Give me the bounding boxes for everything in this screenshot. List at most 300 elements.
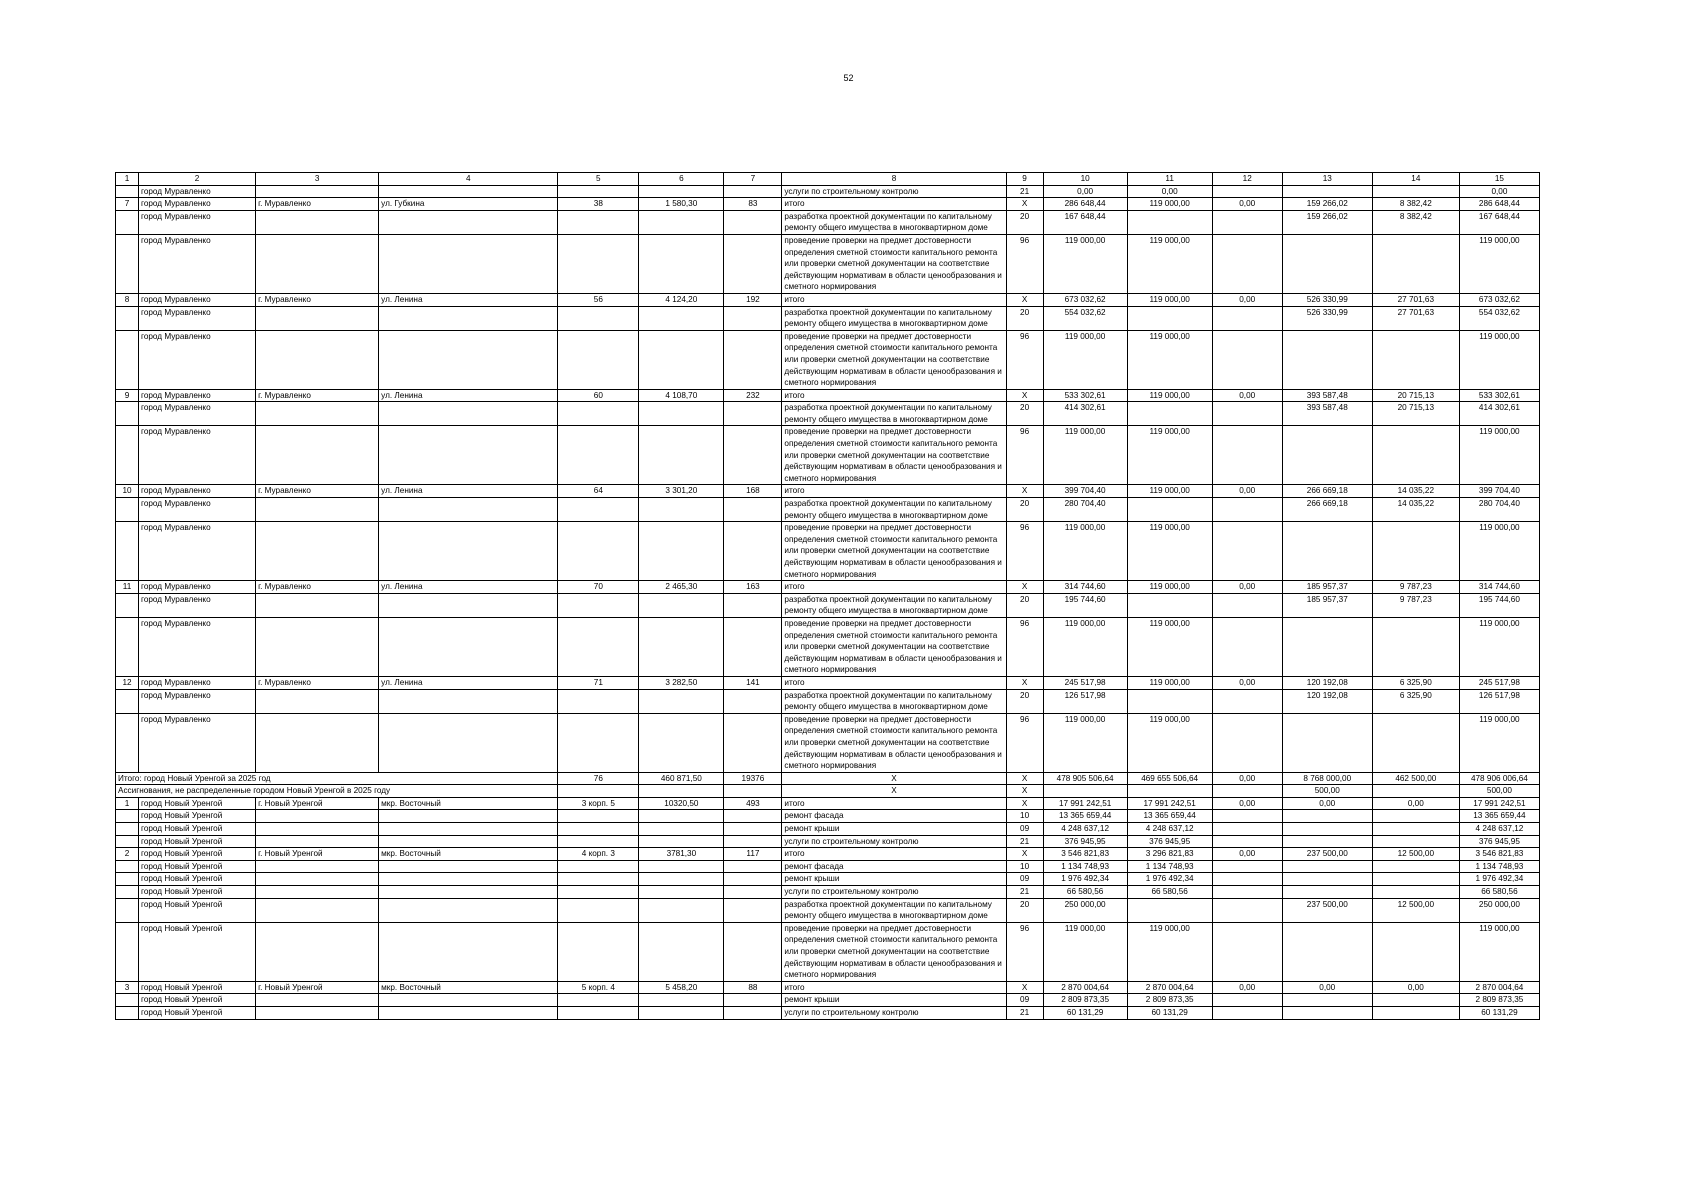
- row-number-cell: [116, 873, 139, 886]
- budget-cell: 0,00: [1212, 198, 1282, 211]
- total-cost-cell: 4 248 637,12: [1043, 823, 1127, 836]
- table-row: [116, 485, 1540, 498]
- budget-cell: [1212, 522, 1282, 581]
- work-code-cell: 20: [1006, 306, 1043, 330]
- summary-label: Ассигнования, не распределенные городом Новый Уренгой в 2025 году: [116, 785, 558, 798]
- people-cell: 192: [724, 293, 782, 306]
- table-row: [116, 617, 1540, 676]
- city-cell: [256, 617, 379, 676]
- house-cell: [558, 234, 639, 293]
- other-fund-cell: 8 382,42: [1372, 210, 1459, 234]
- sum-cell: 1 976 492,34: [1459, 873, 1539, 886]
- work-cell: услуги по строительному контролю: [782, 1006, 1006, 1019]
- city-cell: г. Новый Уренгой: [256, 848, 379, 861]
- table-row: [116, 593, 1540, 617]
- city-cell: [256, 402, 379, 426]
- owners-fund-cell: [1282, 1006, 1372, 1019]
- work-cell: ремонт крыши: [782, 823, 1006, 836]
- budget-cell: [1212, 330, 1282, 389]
- budget-cell: [1212, 922, 1282, 981]
- work-cell: ремонт фасада: [782, 810, 1006, 823]
- street-cell: мкр. Восточный: [379, 981, 558, 994]
- area-cell: 4 124,20: [639, 293, 724, 306]
- street-cell: [379, 306, 558, 330]
- work-cell: проведение проверки на предмет достоверности определения сметной стоимости капитального ремонта или проверки сметной документации на соответствие действующим нормативам в области ценообразования и сметного нормирования: [782, 922, 1006, 981]
- total-cost-cell: 167 648,44: [1043, 210, 1127, 234]
- work-cell: разработка проектной документации по капитальному ремонту общего имущества в многоквартирном доме: [782, 402, 1006, 426]
- summary-row: [116, 785, 1540, 798]
- work-cell: итого: [782, 389, 1006, 402]
- other-fund-cell: 9 787,23: [1372, 593, 1459, 617]
- house-cell: [558, 994, 639, 1007]
- owners-fund-cell: 266 669,18: [1282, 485, 1372, 498]
- total-cost-cell: 286 648,44: [1043, 198, 1127, 211]
- table-row: [116, 198, 1540, 211]
- total-cost-cell: 119 000,00: [1043, 234, 1127, 293]
- work-cell: ремонт фасада: [782, 860, 1006, 873]
- street-cell: [379, 1006, 558, 1019]
- owners-fund-cell: [1282, 617, 1372, 676]
- row-number-cell: [116, 835, 139, 848]
- work-cell: проведение проверки на предмет достоверности определения сметной стоимости капитального ремонта или проверки сметной документации на соответствие действующим нормативам в области ценообразования и сметного нормирования: [782, 713, 1006, 772]
- regional-fund-cell: 119 000,00: [1127, 198, 1212, 211]
- house-cell: [558, 498, 639, 522]
- work-code-cell: X: [1006, 772, 1043, 785]
- owners-fund-cell: 8 768 000,00: [1282, 772, 1372, 785]
- table-row: [116, 185, 1540, 198]
- municipality-cell: город Новый Уренгой: [139, 860, 256, 873]
- row-number-cell: [116, 1006, 139, 1019]
- owners-fund-cell: 237 500,00: [1282, 848, 1372, 861]
- budget-cell: 0,00: [1212, 848, 1282, 861]
- total-cost-cell: 533 302,61: [1043, 389, 1127, 402]
- sum-cell: 280 704,40: [1459, 498, 1539, 522]
- work-code-cell: 21: [1006, 886, 1043, 899]
- other-fund-cell: 6 325,90: [1372, 676, 1459, 689]
- city-cell: [256, 810, 379, 823]
- house-cell: [558, 306, 639, 330]
- budget-cell: [1212, 873, 1282, 886]
- work-code-cell: 09: [1006, 994, 1043, 1007]
- table-row: [116, 689, 1540, 713]
- work-cell: ремонт крыши: [782, 994, 1006, 1007]
- street-cell: [379, 994, 558, 1007]
- other-fund-cell: 0,00: [1372, 797, 1459, 810]
- row-number-cell: [116, 234, 139, 293]
- column-header: 5: [558, 173, 639, 186]
- other-fund-cell: [1372, 873, 1459, 886]
- people-cell: [724, 330, 782, 389]
- street-cell: [379, 402, 558, 426]
- municipality-cell: город Муравленко: [139, 293, 256, 306]
- city-cell: [256, 994, 379, 1007]
- regional-fund-cell: 119 000,00: [1127, 713, 1212, 772]
- area-cell: [639, 860, 724, 873]
- row-number-cell: [116, 402, 139, 426]
- area-cell: [639, 994, 724, 1007]
- street-cell: [379, 898, 558, 922]
- owners-fund-cell: [1282, 426, 1372, 485]
- row-number-cell: [116, 330, 139, 389]
- regional-fund-cell: 119 000,00: [1127, 389, 1212, 402]
- table-row: [116, 848, 1540, 861]
- table-row: [116, 522, 1540, 581]
- row-number-cell: [116, 593, 139, 617]
- owners-fund-cell: 237 500,00: [1282, 898, 1372, 922]
- total-cost-cell: 399 704,40: [1043, 485, 1127, 498]
- row-number-cell: [116, 823, 139, 836]
- work-cell: итого: [782, 797, 1006, 810]
- municipality-cell: город Новый Уренгой: [139, 835, 256, 848]
- owners-fund-cell: [1282, 860, 1372, 873]
- work-code-cell: 20: [1006, 210, 1043, 234]
- work-code-cell: 96: [1006, 426, 1043, 485]
- other-fund-cell: 462 500,00: [1372, 772, 1459, 785]
- total-cost-cell: 119 000,00: [1043, 330, 1127, 389]
- table-row: [116, 823, 1540, 836]
- street-cell: [379, 185, 558, 198]
- budget-cell: [1212, 713, 1282, 772]
- owners-fund-cell: [1282, 234, 1372, 293]
- municipality-cell: город Муравленко: [139, 581, 256, 594]
- work-code-cell: 96: [1006, 713, 1043, 772]
- total-cost-cell: 66 580,56: [1043, 886, 1127, 899]
- sum-cell: 126 517,98: [1459, 689, 1539, 713]
- other-fund-cell: 12 500,00: [1372, 848, 1459, 861]
- owners-fund-cell: [1282, 886, 1372, 899]
- other-fund-cell: 27 701,63: [1372, 293, 1459, 306]
- area-cell: [639, 210, 724, 234]
- house-cell: [558, 689, 639, 713]
- sum-cell: 399 704,40: [1459, 485, 1539, 498]
- row-number-cell: 9: [116, 389, 139, 402]
- owners-fund-cell: 159 266,02: [1282, 210, 1372, 234]
- sum-cell: 119 000,00: [1459, 522, 1539, 581]
- row-number-cell: [116, 306, 139, 330]
- budget-cell: [1212, 402, 1282, 426]
- row-number-cell: [116, 426, 139, 485]
- work-cell: итого: [782, 676, 1006, 689]
- row-number-cell: [116, 810, 139, 823]
- municipality-cell: город Новый Уренгой: [139, 981, 256, 994]
- people-cell: 232: [724, 389, 782, 402]
- regional-fund-cell: [1127, 210, 1212, 234]
- sum-cell: 414 302,61: [1459, 402, 1539, 426]
- table-row: [116, 426, 1540, 485]
- budget-cell: 0,00: [1212, 485, 1282, 498]
- total-cost-cell: 195 744,60: [1043, 593, 1127, 617]
- regional-fund-cell: 13 365 659,44: [1127, 810, 1212, 823]
- municipality-cell: город Муравленко: [139, 210, 256, 234]
- other-fund-cell: 20 715,13: [1372, 389, 1459, 402]
- total-cost-cell: [1043, 785, 1127, 798]
- owners-fund-cell: 266 669,18: [1282, 498, 1372, 522]
- budget-cell: 0,00: [1212, 981, 1282, 994]
- house-cell: [558, 898, 639, 922]
- work-code-cell: 10: [1006, 860, 1043, 873]
- table-row: [116, 981, 1540, 994]
- column-header: 3: [256, 173, 379, 186]
- municipality-cell: город Муравленко: [139, 713, 256, 772]
- house-cell: [558, 835, 639, 848]
- municipality-cell: город Муравленко: [139, 234, 256, 293]
- city-cell: [256, 498, 379, 522]
- city-cell: [256, 234, 379, 293]
- city-cell: [256, 306, 379, 330]
- owners-fund-cell: 393 587,48: [1282, 402, 1372, 426]
- work-cell: итого: [782, 293, 1006, 306]
- sum-cell: 314 744,60: [1459, 581, 1539, 594]
- regional-fund-cell: [1127, 498, 1212, 522]
- people-cell: [724, 234, 782, 293]
- total-cost-cell: 60 131,29: [1043, 1006, 1127, 1019]
- city-cell: г. Муравленко: [256, 676, 379, 689]
- total-cost-cell: 250 000,00: [1043, 898, 1127, 922]
- total-cost-cell: 119 000,00: [1043, 522, 1127, 581]
- other-fund-cell: [1372, 922, 1459, 981]
- people-cell: [724, 873, 782, 886]
- sum-cell: 119 000,00: [1459, 426, 1539, 485]
- sum-cell: 119 000,00: [1459, 617, 1539, 676]
- table-row: [116, 835, 1540, 848]
- total-cost-cell: 314 744,60: [1043, 581, 1127, 594]
- work-code-cell: 10: [1006, 810, 1043, 823]
- house-cell: 76: [558, 772, 639, 785]
- area-cell: 460 871,50: [639, 772, 724, 785]
- table-row: [116, 402, 1540, 426]
- other-fund-cell: [1372, 522, 1459, 581]
- column-header: 14: [1372, 173, 1459, 186]
- table-row: [116, 873, 1540, 886]
- work-code-cell: 09: [1006, 823, 1043, 836]
- row-number-cell: [116, 210, 139, 234]
- total-cost-cell: 414 302,61: [1043, 402, 1127, 426]
- work-code-cell: 21: [1006, 1006, 1043, 1019]
- sum-cell: 119 000,00: [1459, 234, 1539, 293]
- regional-fund-cell: 2 870 004,64: [1127, 981, 1212, 994]
- budget-cell: [1212, 886, 1282, 899]
- sum-cell: 13 365 659,44: [1459, 810, 1539, 823]
- other-fund-cell: [1372, 785, 1459, 798]
- municipality-cell: город Муравленко: [139, 306, 256, 330]
- row-number-cell: [116, 522, 139, 581]
- city-cell: [256, 886, 379, 899]
- area-cell: [639, 185, 724, 198]
- work-cell: проведение проверки на предмет достоверности определения сметной стоимости капитального ремонта или проверки сметной документации на соответствие действующим нормативам в области ценообразования и сметного нормирования: [782, 522, 1006, 581]
- budget-cell: [1212, 860, 1282, 873]
- municipality-cell: город Муравленко: [139, 593, 256, 617]
- people-cell: [724, 689, 782, 713]
- budget-cell: [1212, 426, 1282, 485]
- people-cell: 163: [724, 581, 782, 594]
- house-cell: [558, 522, 639, 581]
- row-number-cell: [116, 860, 139, 873]
- street-cell: [379, 823, 558, 836]
- owners-fund-cell: 120 192,08: [1282, 689, 1372, 713]
- area-cell: 5 458,20: [639, 981, 724, 994]
- area-cell: [639, 234, 724, 293]
- house-cell: [558, 860, 639, 873]
- municipality-cell: город Новый Уренгой: [139, 922, 256, 981]
- work-code-cell: X: [1006, 198, 1043, 211]
- people-cell: [724, 306, 782, 330]
- sum-cell: 0,00: [1459, 185, 1539, 198]
- street-cell: мкр. Восточный: [379, 797, 558, 810]
- other-fund-cell: 9 787,23: [1372, 581, 1459, 594]
- column-header: 9: [1006, 173, 1043, 186]
- total-cost-cell: 3 546 821,83: [1043, 848, 1127, 861]
- street-cell: [379, 886, 558, 899]
- work-cell: итого: [782, 981, 1006, 994]
- work-cell: услуги по строительному контролю: [782, 185, 1006, 198]
- municipality-cell: город Новый Уренгой: [139, 823, 256, 836]
- people-cell: [724, 810, 782, 823]
- total-cost-cell: 2 870 004,64: [1043, 981, 1127, 994]
- table-row: [116, 860, 1540, 873]
- city-cell: [256, 185, 379, 198]
- total-cost-cell: 554 032,62: [1043, 306, 1127, 330]
- budget-cell: 0,00: [1212, 772, 1282, 785]
- row-number-cell: 3: [116, 981, 139, 994]
- row-number-cell: [116, 713, 139, 772]
- table-row: [116, 676, 1540, 689]
- owners-fund-cell: [1282, 823, 1372, 836]
- column-header: 7: [724, 173, 782, 186]
- work-code-cell: 20: [1006, 898, 1043, 922]
- other-fund-cell: [1372, 617, 1459, 676]
- house-cell: [558, 823, 639, 836]
- other-fund-cell: 27 701,63: [1372, 306, 1459, 330]
- area-cell: 3 301,20: [639, 485, 724, 498]
- work-code-cell: 96: [1006, 617, 1043, 676]
- table-row: [116, 713, 1540, 772]
- owners-fund-cell: [1282, 922, 1372, 981]
- work-cell: итого: [782, 485, 1006, 498]
- area-cell: [639, 402, 724, 426]
- budget-cell: [1212, 785, 1282, 798]
- row-number-cell: [116, 994, 139, 1007]
- street-cell: [379, 426, 558, 485]
- work-cell: проведение проверки на предмет достоверности определения сметной стоимости капитального ремонта или проверки сметной документации на соответствие действующим нормативам в области ценообразования и сметного нормирования: [782, 617, 1006, 676]
- regional-fund-cell: 1 134 748,93: [1127, 860, 1212, 873]
- house-cell: 38: [558, 198, 639, 211]
- city-cell: [256, 873, 379, 886]
- city-cell: [256, 823, 379, 836]
- work-cell: услуги по строительному контролю: [782, 835, 1006, 848]
- owners-fund-cell: [1282, 522, 1372, 581]
- sum-cell: 673 032,62: [1459, 293, 1539, 306]
- people-cell: [724, 994, 782, 1007]
- sum-cell: 195 744,60: [1459, 593, 1539, 617]
- people-cell: [724, 498, 782, 522]
- area-cell: [639, 922, 724, 981]
- sum-cell: 66 580,56: [1459, 886, 1539, 899]
- total-cost-cell: 119 000,00: [1043, 426, 1127, 485]
- area-cell: [639, 498, 724, 522]
- work-cell: разработка проектной документации по капитальному ремонту общего имущества в многоквартирном доме: [782, 498, 1006, 522]
- regional-fund-cell: [1127, 593, 1212, 617]
- street-cell: [379, 210, 558, 234]
- owners-fund-cell: 393 587,48: [1282, 389, 1372, 402]
- municipality-cell: город Муравленко: [139, 185, 256, 198]
- regional-fund-cell: [1127, 402, 1212, 426]
- people-cell: 168: [724, 485, 782, 498]
- people-cell: [724, 185, 782, 198]
- table-row: [116, 994, 1540, 1007]
- total-cost-cell: 17 991 242,51: [1043, 797, 1127, 810]
- municipality-cell: город Муравленко: [139, 676, 256, 689]
- house-cell: [558, 617, 639, 676]
- row-number-cell: 11: [116, 581, 139, 594]
- street-cell: [379, 713, 558, 772]
- area-cell: [639, 886, 724, 899]
- regional-fund-cell: 2 809 873,35: [1127, 994, 1212, 1007]
- table-row: [116, 898, 1540, 922]
- table-row: [116, 234, 1540, 293]
- municipality-cell: город Новый Уренгой: [139, 1006, 256, 1019]
- area-cell: [639, 593, 724, 617]
- street-cell: мкр. Восточный: [379, 848, 558, 861]
- work-code-cell: 96: [1006, 234, 1043, 293]
- budget-cell: 0,00: [1212, 293, 1282, 306]
- area-cell: 4 108,70: [639, 389, 724, 402]
- house-cell: 70: [558, 581, 639, 594]
- owners-fund-cell: [1282, 835, 1372, 848]
- sum-cell: 245 517,98: [1459, 676, 1539, 689]
- people-cell: [724, 210, 782, 234]
- work-code-cell: X: [1006, 676, 1043, 689]
- area-cell: [639, 522, 724, 581]
- street-cell: ул. Ленина: [379, 389, 558, 402]
- work-code-cell: X: [1006, 797, 1043, 810]
- other-fund-cell: 14 035,22: [1372, 485, 1459, 498]
- house-cell: [558, 402, 639, 426]
- table-row: [116, 330, 1540, 389]
- budget-cell: 0,00: [1212, 581, 1282, 594]
- row-number-cell: 8: [116, 293, 139, 306]
- work-code-cell: 96: [1006, 330, 1043, 389]
- house-cell: [558, 886, 639, 899]
- city-cell: г. Новый Уренгой: [256, 797, 379, 810]
- municipality-cell: город Муравленко: [139, 330, 256, 389]
- municipality-cell: город Муравленко: [139, 485, 256, 498]
- owners-fund-cell: 0,00: [1282, 797, 1372, 810]
- sum-cell: 4 248 637,12: [1459, 823, 1539, 836]
- owners-fund-cell: 159 266,02: [1282, 198, 1372, 211]
- house-cell: [558, 210, 639, 234]
- municipality-cell: город Муравленко: [139, 389, 256, 402]
- total-cost-cell: 119 000,00: [1043, 617, 1127, 676]
- street-cell: [379, 498, 558, 522]
- people-cell: 88: [724, 981, 782, 994]
- other-fund-cell: [1372, 835, 1459, 848]
- area-cell: [639, 785, 724, 798]
- municipality-cell: город Муравленко: [139, 689, 256, 713]
- work-cell: ремонт крыши: [782, 873, 1006, 886]
- work-cell: разработка проектной документации по капитальному ремонту общего имущества в многоквартирном доме: [782, 210, 1006, 234]
- work-code-cell: X: [1006, 485, 1043, 498]
- house-cell: 5 корп. 4: [558, 981, 639, 994]
- column-header: 4: [379, 173, 558, 186]
- city-cell: [256, 330, 379, 389]
- table-row: [116, 498, 1540, 522]
- total-cost-cell: 119 000,00: [1043, 922, 1127, 981]
- table-row: [116, 389, 1540, 402]
- work-code-cell: 20: [1006, 498, 1043, 522]
- other-fund-cell: [1372, 886, 1459, 899]
- house-cell: 64: [558, 485, 639, 498]
- area-cell: 3 282,50: [639, 676, 724, 689]
